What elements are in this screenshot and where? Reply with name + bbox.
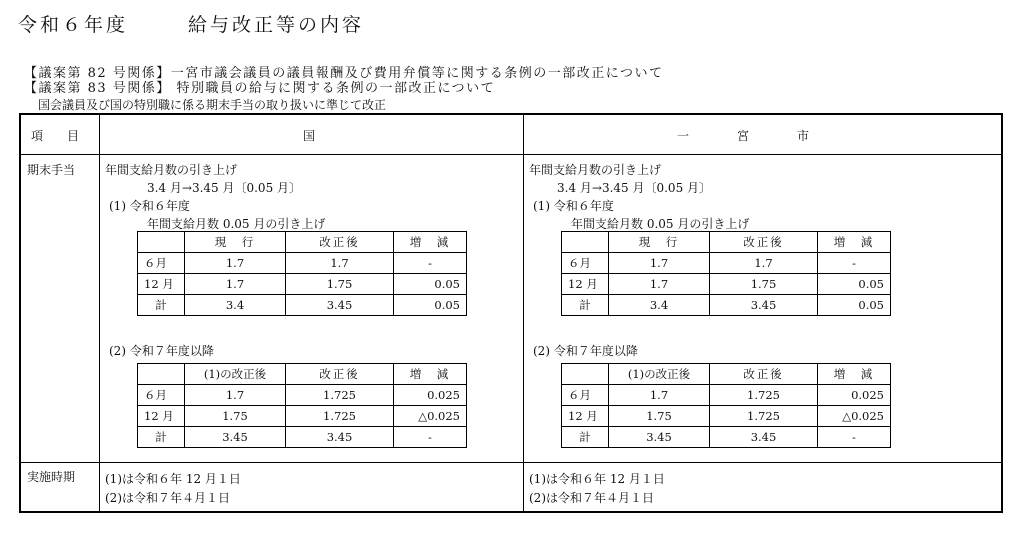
kuni-heading: 年間支給月数の引き上げ [105, 163, 238, 177]
table-row: ６月 1.7 1.725 0.025 [138, 385, 467, 406]
table-row: 計 3.4 3.45 0.05 [138, 295, 467, 316]
ichi-table-fy2025 [561, 363, 891, 448]
table-row: (1)の改正後 改正後 増 減 [138, 364, 467, 385]
ichi-impl1: (1)は令和６年 12 月１日 [529, 472, 665, 486]
table-row: 計 3.45 3.45 - [562, 427, 891, 448]
ichi-sec1-sub: 年間支給月数 0.05 月の引き上げ [571, 217, 750, 231]
divider-header [21, 154, 1001, 155]
table-row: 12 月 1.7 1.75 0.05 [138, 274, 467, 295]
table-row: 12 月 1.7 1.75 0.05 [562, 274, 891, 295]
ichi-sec1: (1) 令和６年度 [533, 199, 614, 213]
bill-82: 【議案第 82 号関係】一宮市議会議員の議員報酬及び費用弁償等に関する条例の一部改正について [24, 66, 664, 81]
label-implementation: 実施時期 [27, 470, 76, 484]
bill-83: 【議案第 83 号関係】 特別職員の給与に関する条例の一部改正について [24, 81, 496, 96]
kuni-table-fy2025 [137, 363, 467, 448]
label-bonus: 期末手当 [27, 163, 76, 177]
title-year: 令和６年度 [18, 14, 129, 36]
ichi-heading: 年間支給月数の引き上げ [529, 163, 662, 177]
table-row: (1)の改正後 改正後 増 減 [562, 364, 891, 385]
table-row: ６月 1.7 1.725 0.025 [562, 385, 891, 406]
divider-center [523, 115, 524, 511]
ichi-table-fy2024 [561, 231, 891, 316]
table-row: ６月 1.7 1.7 - [562, 253, 891, 274]
kuni-sec1: (1) 令和６年度 [109, 199, 190, 213]
table-row: 現 行 改正後 増 減 [562, 232, 891, 253]
kuni-change: 3.4 月→3.45 月〔0.05 月〕 [147, 181, 302, 195]
revision-note: 国会議員及び国の特別職に係る期末手当の取り扱いに準じて改正 [38, 98, 387, 112]
kuni-impl2: (2)は令和７年４月１日 [105, 491, 230, 505]
kuni-sec2: (2) 令和７年度以降 [109, 344, 214, 358]
table-row: 現 行 改正後 増 減 [138, 232, 467, 253]
table-row: ６月 1.7 1.7 - [138, 253, 467, 274]
header-ichinomiya: 一 宮 市 [677, 129, 810, 143]
ichi-change: 3.4 月→3.45 月〔0.05 月〕 [557, 181, 712, 195]
header-kuni: 国 [303, 129, 316, 143]
kuni-impl1: (1)は令和６年 12 月１日 [105, 472, 241, 486]
kuni-table-fy2024 [137, 231, 467, 316]
ichi-sec2: (2) 令和７年度以降 [533, 344, 638, 358]
ichi-impl2: (2)は令和７年４月１日 [529, 491, 654, 505]
divider-impl [21, 462, 1001, 463]
table-row: 12 月 1.75 1.725 △0.025 [138, 406, 467, 427]
table-row: 計 3.45 3.45 - [138, 427, 467, 448]
comparison-table [19, 113, 1003, 513]
table-row: 計 3.4 3.45 0.05 [562, 295, 891, 316]
kuni-sec1-sub: 年間支給月数 0.05 月の引き上げ [147, 217, 326, 231]
page-title [18, 10, 364, 37]
table-row: 12 月 1.75 1.725 △0.025 [562, 406, 891, 427]
header-item: 項 目 [31, 129, 80, 143]
divider-item [99, 115, 100, 511]
title-subject: 給与改正等の内容 [188, 14, 365, 36]
